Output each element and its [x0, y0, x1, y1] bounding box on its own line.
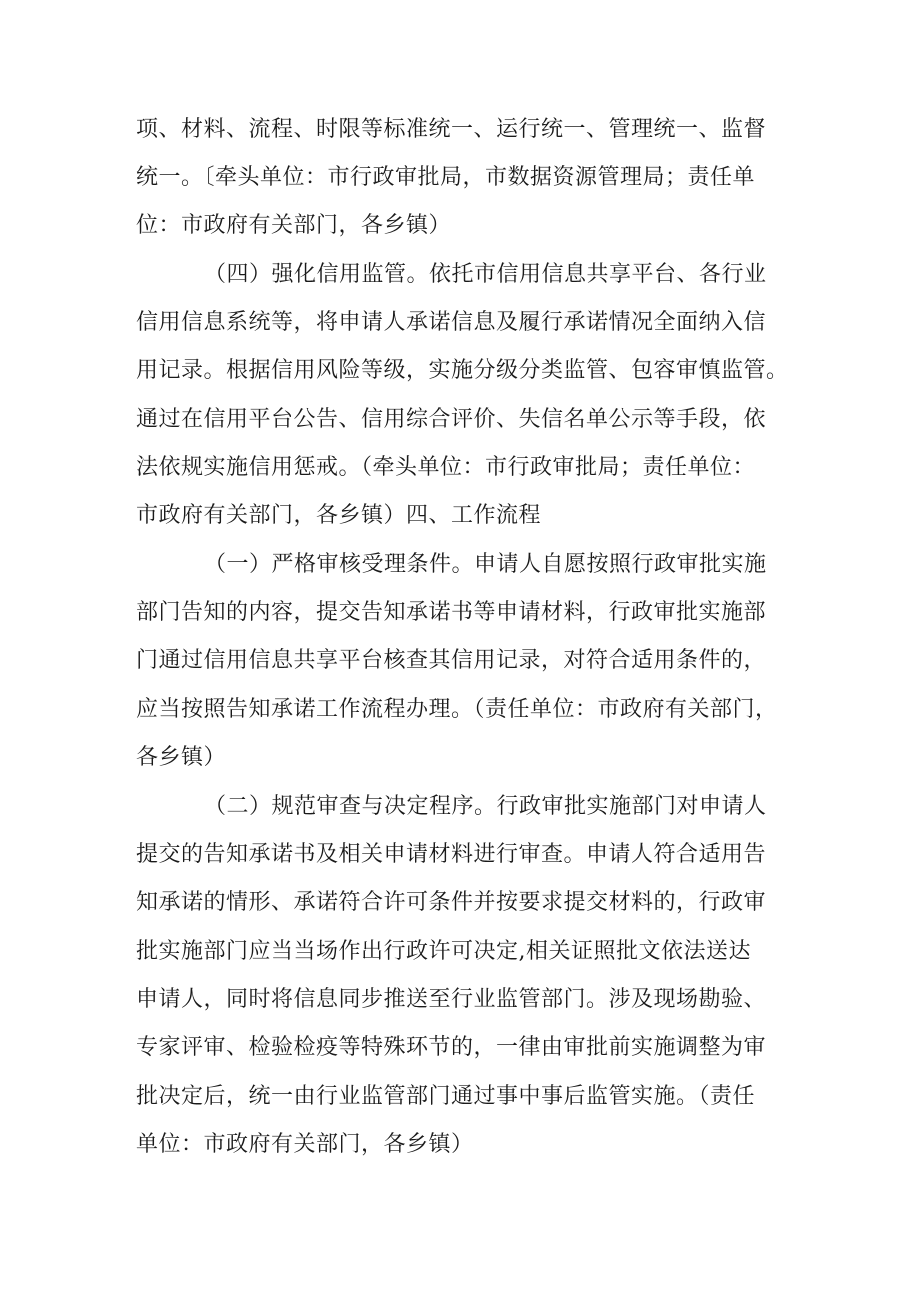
paragraph-heading-2: （二）规范审查与决定程序。行政审批实施部门对申请人: [204, 794, 767, 819]
text-line: 法依规实施信用惩戒。（牵头单位：市行政审批局；责任单位：: [136, 455, 756, 480]
paragraph-heading-4: （四）强化信用监管。依托市信用信息共享平台、各行业: [204, 262, 767, 287]
text-line: 信用信息系统等，将申请人承诺信息及履行承诺情况全面纳入信: [136, 310, 767, 335]
text-line: 专家评审、检验检疫等特殊环节的，一律由审批前实施调整为审: [136, 1035, 767, 1060]
text-line: 批实施部门应当当场作出行政许可决定,相关证照批文依法送达: [136, 939, 751, 964]
text-line: 知承诺的情形、承诺符合许可条件并按要求提交材料的，行政审: [136, 890, 767, 915]
text-line: 批决定后，统一由行业监管部门通过事中事后监管实施。（责任: [136, 1084, 756, 1109]
text-line: 申请人，同时将信息同步推送至行业监管部门。涉及现场勘验、: [136, 987, 767, 1012]
text-line: 提交的告知承诺书及相关申请材料进行审查。申请人符合适用告: [136, 842, 767, 867]
text-line: 应当按照告知承诺工作流程办理。（责任单位：市政府有关部门，: [136, 697, 778, 722]
text-line: 各乡镇）: [136, 745, 227, 770]
text-line: 市政府有关部门，各乡镇）四、工作流程: [136, 503, 542, 528]
text-line: 用记录。根据信用风险等级，实施分级分类监管、包容审慎监管。: [136, 358, 789, 383]
text-line: 单位：市政府有关部门，各乡镇）: [136, 1132, 474, 1157]
text-line: 位：市政府有关部门，各乡镇）: [136, 213, 452, 238]
text-line: 项、材料、流程、时限等标准统一、运行统一、管理统一、监督: [136, 117, 767, 142]
text-line: 部门告知的内容，提交告知承诺书等申请材料，行政审批实施部: [136, 600, 767, 625]
text-line: 通过在信用平台公告、信用综合评价、失信名单公示等手段，依: [136, 407, 767, 432]
text-line: 统一。〔牵头单位：市行政审批局，市数据资源管理局；责任单: [136, 165, 756, 190]
paragraph-heading-1: （一）严格审核受理条件。申请人自愿按照行政审批实施: [204, 552, 767, 577]
text-line: 门通过信用信息共享平台核查其信用记录，对符合适用条件的，: [136, 648, 767, 673]
